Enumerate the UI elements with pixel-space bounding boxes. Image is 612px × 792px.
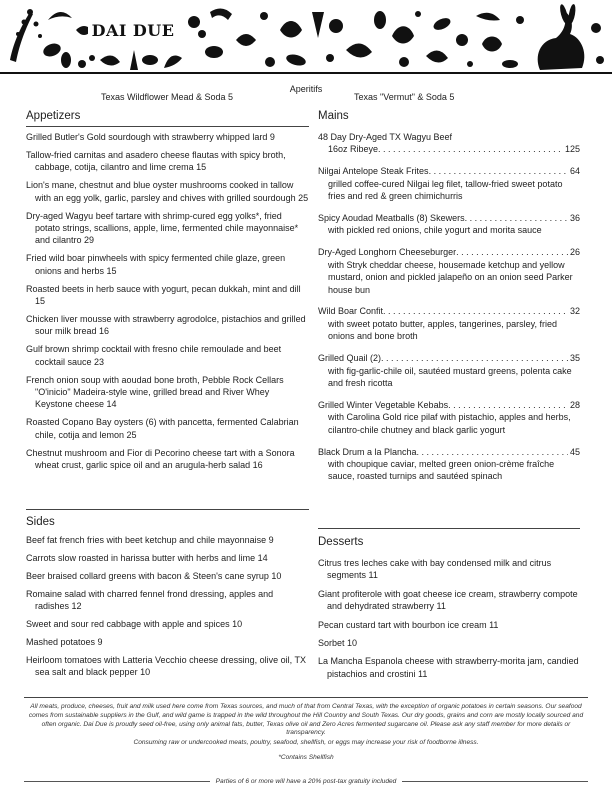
- main-item-desc: grilled coffee-cured Nilgai leg filet, tallow-fried sweet potato fries and red & green chimichurris: [328, 178, 563, 202]
- main-item-desc: with choupique caviar, melted green onion-crème fraîche sauce, roasted turnips and sautéed spinach: [328, 459, 555, 482]
- gratuity-rule-left: [24, 781, 210, 782]
- menu-item: Tallow-fried carnitas and asadero cheese flautas with spicy broth, cabbage, cotija, cilantro and lime crema 15: [26, 149, 286, 173]
- main-item: [318, 399, 580, 436]
- gratuity-rule-right: [402, 781, 588, 782]
- main-item-price: 64: [569, 166, 580, 177]
- leader-dots: [417, 446, 568, 458]
- main-item-price: 32: [569, 306, 580, 317]
- leader-dots: [465, 212, 568, 224]
- food-safety-disclaimer: Consuming raw or undercooked meats, poultry, seafood, shellfish, or eggs may increase your risk of foodborne illness.: [133, 739, 479, 747]
- menu-item: Dry-aged Wagyu beef tartare with shrimp-cured egg yolks*, fried potato strings, scallions, apple, lime, fermented chile mayonnaise* and cilantro 29: [26, 210, 299, 246]
- main-item-name: 48 Day Dry-Aged TX Wagyu Beef: [318, 132, 453, 142]
- logo-box: [88, 17, 178, 43]
- leader-dots: [429, 165, 568, 177]
- menu-item: Sweet and sour red cabbage with apple and spices 10: [26, 619, 243, 630]
- leader-dots: [456, 246, 568, 258]
- footer-rule: [24, 697, 588, 698]
- main-item-price: 28: [569, 399, 580, 410]
- menu-item: Sorbet 10: [318, 638, 358, 649]
- footer-notes: [24, 703, 588, 763]
- aperitifs-title: Aperitifs: [289, 84, 323, 94]
- sides-list: [26, 534, 309, 684]
- main-item-price: 26: [569, 247, 580, 258]
- appetizers-heading: Appetizers: [26, 110, 81, 122]
- main-item-name: Grilled Winter Vegetable Kebabs: [318, 399, 449, 410]
- menu-item: Gulf brown shrimp cocktail with fresno chile remoulade and beet cocktail sauce 23: [26, 344, 282, 367]
- menu-item: French onion soup with aoudad bone broth, Pebble Rock Cellars "O'inicio" Madeira-style wine, grilled bread and River Whey Keystone cheese 14: [26, 374, 284, 410]
- shellfish-note: *Contains Shellfish: [278, 753, 334, 761]
- appetizers-rule: [26, 126, 309, 127]
- main-item-lead: [318, 143, 580, 155]
- main-item-subname: 16oz Ribeye: [328, 144, 379, 155]
- gratuity-line: [24, 778, 588, 785]
- main-item-name: Dry-Aged Longhorn Cheeseburger: [318, 247, 457, 258]
- main-item-desc: with Carolina Gold rice pilaf with pistachio, apples and herbs, cilantro-chile chutney and black garlic yogurt: [328, 412, 571, 435]
- main-item-price: 36: [569, 213, 580, 224]
- leader-dots: [383, 305, 568, 317]
- menu-item: Heirloom tomatoes with Latteria Vecchio cheese dressing, olive oil, TX sea salt and black pepper 10: [26, 654, 306, 678]
- menu-item: Chestnut mushroom and Fior di Pecorino cheese tart with a Sonora wheat crust, garlic spice oil and an arugula-herb salad 16: [26, 447, 295, 470]
- main-item-desc: with pickled red onions, chile yogurt and morita sauce: [328, 225, 542, 236]
- leader-dots: [381, 352, 568, 364]
- menu-item: Grilled Butler's Gold sourdough with strawberry whipped lard 9: [26, 132, 275, 142]
- sourcing-statement: All meats, produce, cheeses, fruit and milk used here come from Texas sources, and much of that from Central Texas, with the exception of organic potatoes in certain seasons. Our seafood comes from sustainable suppliers in the Gulf, and wild game is trapped in the wild throughout the Hill Country and South Texas. Our dry goods, grains and corn are mostly locally sourced and often organic. Dai Due is proudly seed oil-free, using only animal fats, butter, Texas olive oil and Zero Acres fermented sugarcane oil. Please ask any staff member for more details or transparency.: [28, 703, 584, 737]
- menu-item: Lion's mane, chestnut and blue oyster mushrooms cooked in tallow with an egg yolk, garlic, parsley and chives with grilled sourdough 25: [26, 180, 309, 203]
- menu-item: Giant profiterole with goat cheese ice cream, strawberry compote and dehydrated strawberry 11: [318, 588, 578, 612]
- brand-logo: DAI DUE: [91, 20, 175, 40]
- menu-item: Romaine salad with charred fennel frond dressing, apples and radishes 12: [26, 588, 274, 612]
- leader-dots: [448, 399, 568, 411]
- menu-item: Carrots slow roasted in harissa butter with herbs and lime 14: [26, 552, 268, 563]
- menu-item: Roasted Copano Bay oysters (6) with pancetta, fermented Calabrian chile, cotija and lemon 25: [26, 417, 299, 440]
- main-item: [318, 212, 580, 237]
- menu-item: Roasted beets in herb sauce with yogurt, pecan dukkah, mint and dill 15: [26, 283, 301, 306]
- menu-item: Citrus tres leches cake with bay condensed milk and citrus segments 11: [318, 558, 552, 581]
- sides-top-rule: [26, 509, 309, 510]
- menu-item: Beer braised collard greens with bacon & Steen's cane syrup 10: [26, 570, 282, 581]
- sides-heading: Sides: [26, 516, 55, 528]
- main-item-desc: with Stryk cheddar cheese, housemade ketchup and yellow mustard, onion and pickled jalapeño on an onion seed Parker house bun: [328, 259, 573, 295]
- main-item: [318, 131, 580, 156]
- main-item-desc: with fig-garlic-chile oil, sautéed mustard greens, polenta cake and fresh ricotta: [328, 365, 572, 388]
- main-item-desc: with sweet potato butter, apples, tangerines, parsley, fried onions and bone broth: [328, 318, 557, 342]
- main-item-name: Nilgai Antelope Steak Frites: [318, 166, 429, 177]
- menu-item: Beef fat french fries with beet ketchup and chile mayonnaise 9: [26, 535, 274, 545]
- mains-heading: Mains: [318, 110, 349, 122]
- main-item: [318, 352, 580, 389]
- main-item: [318, 446, 580, 483]
- desserts-heading: Desserts: [318, 536, 364, 548]
- main-item-name: Spicy Aoudad Meatballs (8) Skewers: [318, 213, 465, 224]
- menu-item: Fried wild boar pinwheels with spicy fermented chile glaze, green onions and herbs 15: [26, 253, 286, 276]
- menu-item: Chicken liver mousse with strawberry agrodolce, pistachios and grilled sour milk bread 16: [26, 313, 306, 337]
- desserts-list: [318, 557, 580, 686]
- main-item-name: Grilled Quail (2): [318, 353, 382, 364]
- main-item-name: Black Drum a la Plancha: [318, 446, 417, 457]
- desserts-top-rule: [318, 528, 580, 529]
- menu-item: Pecan custard tart with bourbon ice cream 11: [318, 619, 499, 630]
- main-item-price: 125: [564, 144, 580, 155]
- main-item: [318, 246, 580, 296]
- menu-item: La Mancha Espanola cheese with strawberry-morita jam, candied pistachios and crostini 11: [318, 656, 579, 679]
- main-item-price: 45: [569, 446, 580, 457]
- illustrated-banner: [0, 0, 612, 78]
- mains-list: [318, 131, 580, 492]
- aperitif-item: Texas Wildflower Mead & Soda 5: [101, 92, 234, 102]
- appetizers-list: [26, 131, 309, 477]
- menu-item: Mashed potatoes 9: [26, 636, 103, 647]
- main-item: [318, 305, 580, 342]
- aperitif-item: Texas "Vermut" & Soda 5: [354, 92, 455, 102]
- main-item-name: Wild Boar Confit: [318, 306, 384, 317]
- main-item: [318, 165, 580, 202]
- gratuity-note: Parties of 6 or more will have a 20% post-tax gratuity included: [215, 778, 397, 785]
- main-item-price: 35: [569, 353, 580, 364]
- leader-dots: [378, 143, 563, 155]
